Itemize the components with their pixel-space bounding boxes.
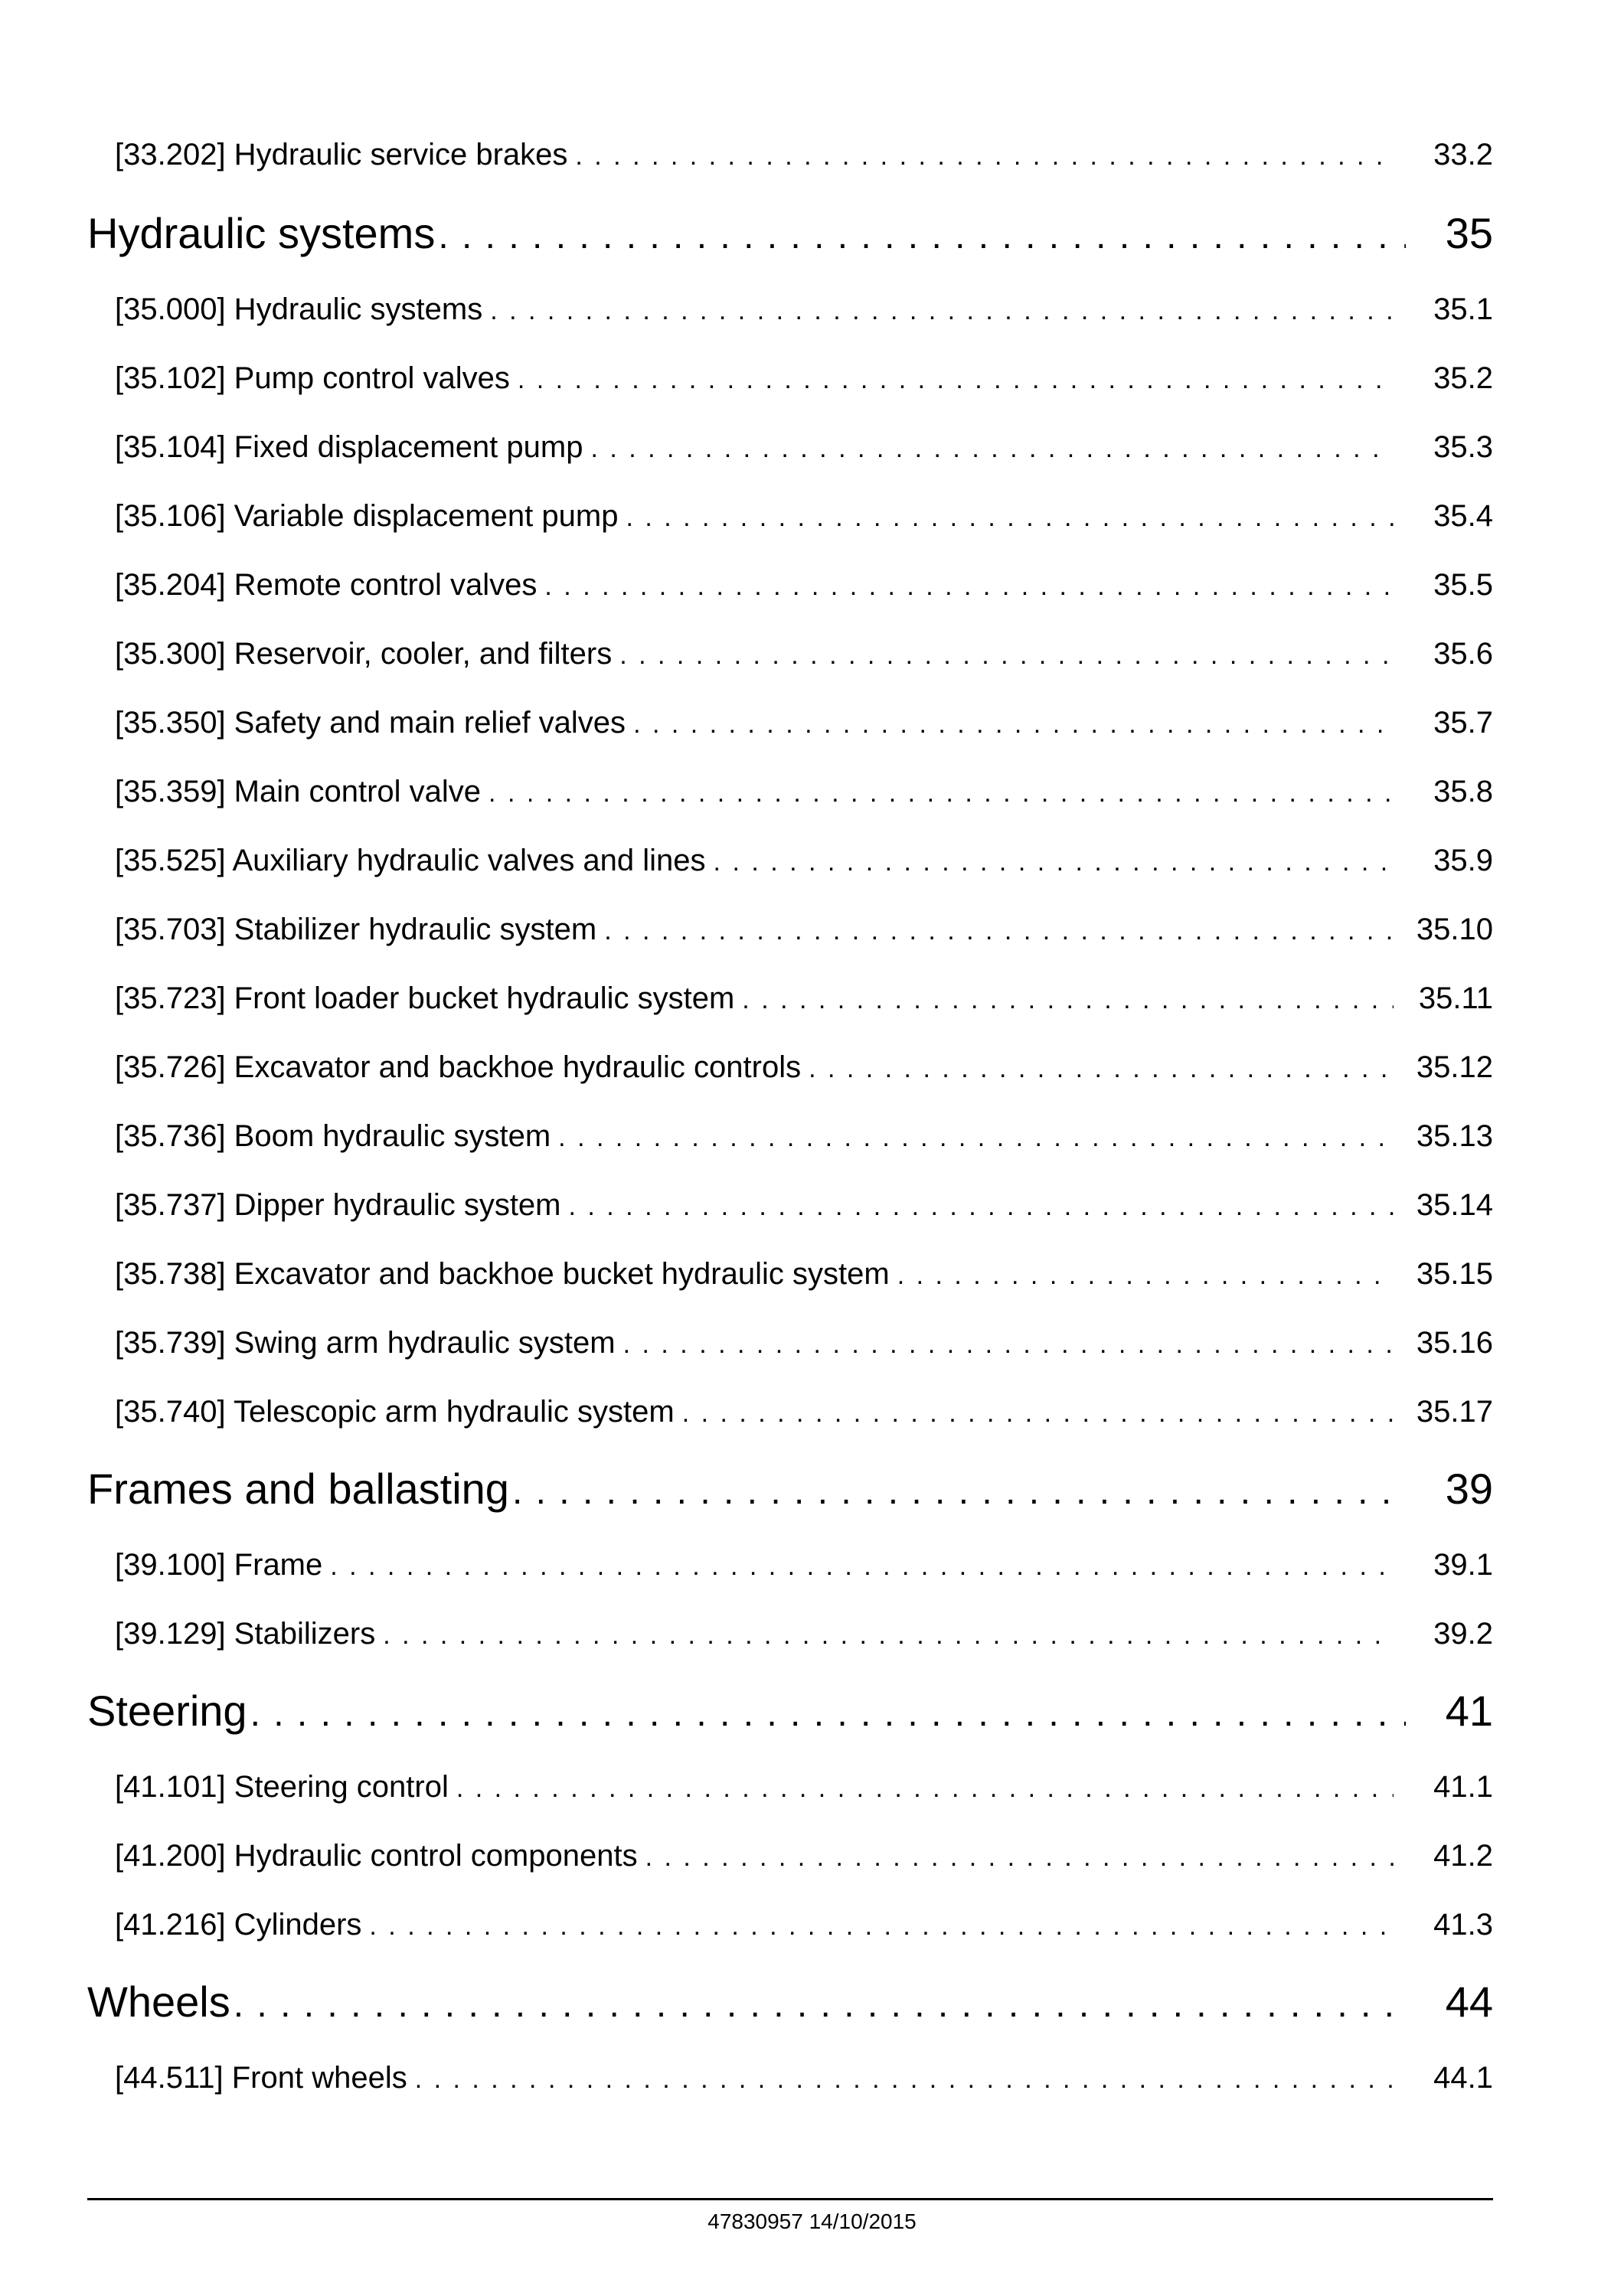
dot-leader — [490, 296, 1394, 326]
toc-entry[interactable] — [115, 706, 1493, 749]
toc-entry-title: [39.100] Frame — [115, 1548, 323, 1582]
toc-entry-page: 35.8 — [1433, 775, 1493, 808]
toc-entry-title: [44.511] Front wheels — [115, 2061, 407, 2095]
toc-entry-title: [39.129] Stabilizers — [115, 1617, 376, 1651]
toc-entry[interactable] — [115, 292, 1493, 335]
toc-entry[interactable] — [115, 361, 1493, 404]
dot-leader — [330, 1552, 1394, 1582]
toc-section[interactable] — [87, 1977, 1493, 2038]
dot-leader — [569, 1192, 1394, 1222]
toc-entry[interactable] — [115, 1548, 1493, 1591]
toc-entry[interactable] — [115, 1617, 1493, 1660]
dot-leader — [250, 1693, 1406, 1735]
toc-entry[interactable] — [115, 637, 1493, 680]
dot-leader — [558, 1123, 1394, 1153]
toc-entry-page: 39.1 — [1433, 1548, 1493, 1582]
toc-section-title: Frames and ballasting — [87, 1465, 509, 1513]
toc-entry[interactable] — [115, 981, 1493, 1024]
toc-entry-page: 35.10 — [1416, 913, 1493, 946]
dot-leader — [369, 1912, 1394, 1942]
toc-entry-title: [35.300] Reservoir, cooler, and filters — [115, 637, 613, 671]
toc-section-page: 35 — [1445, 209, 1493, 257]
dot-leader — [456, 1774, 1394, 1804]
dot-leader — [383, 1621, 1394, 1651]
toc-entry-page: 33.2 — [1433, 138, 1493, 171]
toc-entry-title: [35.726] Excavator and backhoe hydraulic controls — [115, 1050, 802, 1084]
toc-entry[interactable] — [115, 138, 1493, 181]
dot-leader — [234, 1984, 1406, 2026]
dot-leader — [590, 434, 1394, 464]
footer-document-id: 47830957 14/10/2015 — [707, 2209, 917, 2233]
dot-leader — [489, 779, 1394, 808]
toc-entry-title: [35.703] Stabilizer hydraulic system — [115, 913, 597, 946]
toc-entry-page: 35.3 — [1433, 430, 1493, 464]
toc-entry-title: [35.106] Variable displacement pump — [115, 499, 619, 533]
toc-entry-title: [35.737] Dipper hydraulic system — [115, 1188, 561, 1222]
toc-entry-page: 41.1 — [1433, 1770, 1493, 1804]
toc-entry-page: 35.9 — [1433, 844, 1493, 877]
toc-section-page: 39 — [1445, 1465, 1493, 1513]
dot-leader — [512, 1471, 1406, 1513]
dot-leader — [645, 1843, 1394, 1873]
dot-leader — [623, 1330, 1394, 1360]
toc-entry-page: 35.13 — [1416, 1119, 1493, 1153]
dot-leader — [619, 641, 1394, 671]
toc-entry-page: 35.7 — [1433, 706, 1493, 740]
toc-entry-page: 35.14 — [1416, 1188, 1493, 1222]
toc-entry-title: [35.740] Telescopic arm hydraulic system — [115, 1395, 675, 1429]
toc-section[interactable] — [87, 1686, 1493, 1747]
toc-entry[interactable] — [115, 1908, 1493, 1951]
toc-entry-title: [41.200] Hydraulic control components — [115, 1839, 638, 1873]
toc-entry-page: 35.11 — [1418, 981, 1493, 1015]
toc-section[interactable] — [87, 208, 1493, 269]
toc-entry[interactable] — [115, 499, 1493, 542]
toc-entry[interactable] — [115, 844, 1493, 887]
toc-entry-title: [35.204] Remote control valves — [115, 568, 538, 602]
toc-section-title: Wheels — [87, 1978, 230, 2026]
toc-entry-page: 35.16 — [1416, 1326, 1493, 1360]
toc-entry-title: [35.739] Swing arm hydraulic system — [115, 1326, 616, 1360]
toc-entry-page: 35.17 — [1416, 1395, 1493, 1429]
toc-entry-title: [35.104] Fixed displacement pump — [115, 430, 583, 464]
toc-entry-page: 41.3 — [1433, 1908, 1493, 1942]
dot-leader — [438, 215, 1406, 257]
toc-entry-title: [35.738] Excavator and backhoe bucket hydraulic system — [115, 1257, 890, 1291]
toc-entry[interactable] — [115, 1050, 1493, 1093]
toc-entry[interactable] — [115, 1395, 1493, 1438]
toc-entry-title: [35.736] Boom hydraulic system — [115, 1119, 551, 1153]
toc-entry[interactable] — [115, 1188, 1493, 1231]
toc-entry[interactable] — [115, 1257, 1493, 1300]
toc-entry[interactable] — [115, 2061, 1493, 2104]
dot-leader — [714, 848, 1394, 877]
toc-entry-title: [41.101] Steering control — [115, 1770, 449, 1804]
toc-entry-page: 41.2 — [1433, 1839, 1493, 1873]
toc-section-title: Hydraulic systems — [87, 209, 436, 257]
toc-section[interactable] — [87, 1464, 1493, 1525]
toc-entry-page: 35.4 — [1433, 499, 1493, 533]
toc-entry[interactable] — [115, 775, 1493, 818]
toc-entry-page: 35.15 — [1416, 1257, 1493, 1291]
toc-entry-title: [35.525] Auxiliary hydraulic valves and lines — [115, 844, 706, 877]
footer-divider — [87, 2198, 1493, 2200]
toc-entry-title: [41.216] Cylinders — [115, 1908, 362, 1942]
toc-entry[interactable] — [115, 1119, 1493, 1162]
dot-leader — [742, 985, 1394, 1015]
dot-leader — [626, 503, 1394, 533]
dot-leader — [575, 142, 1394, 171]
dot-leader — [809, 1054, 1394, 1084]
toc-entry[interactable] — [115, 1839, 1493, 1882]
toc-entry-title: [35.359] Main control valve — [115, 775, 482, 808]
toc-section-title: Steering — [87, 1687, 247, 1735]
toc-entry-title: [35.102] Pump control valves — [115, 361, 510, 395]
dot-leader — [544, 572, 1394, 602]
toc-entry-page: 35.2 — [1433, 361, 1493, 395]
toc-entry[interactable] — [115, 913, 1493, 955]
toc-entry[interactable] — [115, 430, 1493, 473]
toc-section-page: 41 — [1445, 1687, 1493, 1735]
toc-entry-page: 44.1 — [1433, 2061, 1493, 2095]
toc-entry-title: [35.350] Safety and main relief valves — [115, 706, 626, 740]
dot-leader — [518, 365, 1394, 395]
toc-entry-page: 39.2 — [1433, 1617, 1493, 1651]
toc-entry[interactable] — [115, 1770, 1493, 1813]
toc-entry-page: 35.5 — [1433, 568, 1493, 602]
toc-entry[interactable] — [115, 1326, 1493, 1369]
toc-entry-title: [33.202] Hydraulic service brakes — [115, 138, 568, 171]
toc-entry-page: 35.6 — [1433, 637, 1493, 671]
toc-entry[interactable] — [115, 568, 1493, 611]
toc-entry-page: 35.12 — [1416, 1050, 1493, 1084]
toc-entry-title: [35.000] Hydraulic systems — [115, 292, 483, 326]
toc-entry-page: 35.1 — [1433, 292, 1493, 326]
toc-section-page: 44 — [1445, 1978, 1493, 2026]
dot-leader — [604, 916, 1394, 946]
dot-leader — [415, 2065, 1394, 2095]
dot-leader — [633, 710, 1394, 740]
dot-leader — [897, 1261, 1394, 1291]
toc-entry-title: [35.723] Front loader bucket hydraulic system — [115, 981, 735, 1015]
dot-leader — [682, 1399, 1394, 1429]
